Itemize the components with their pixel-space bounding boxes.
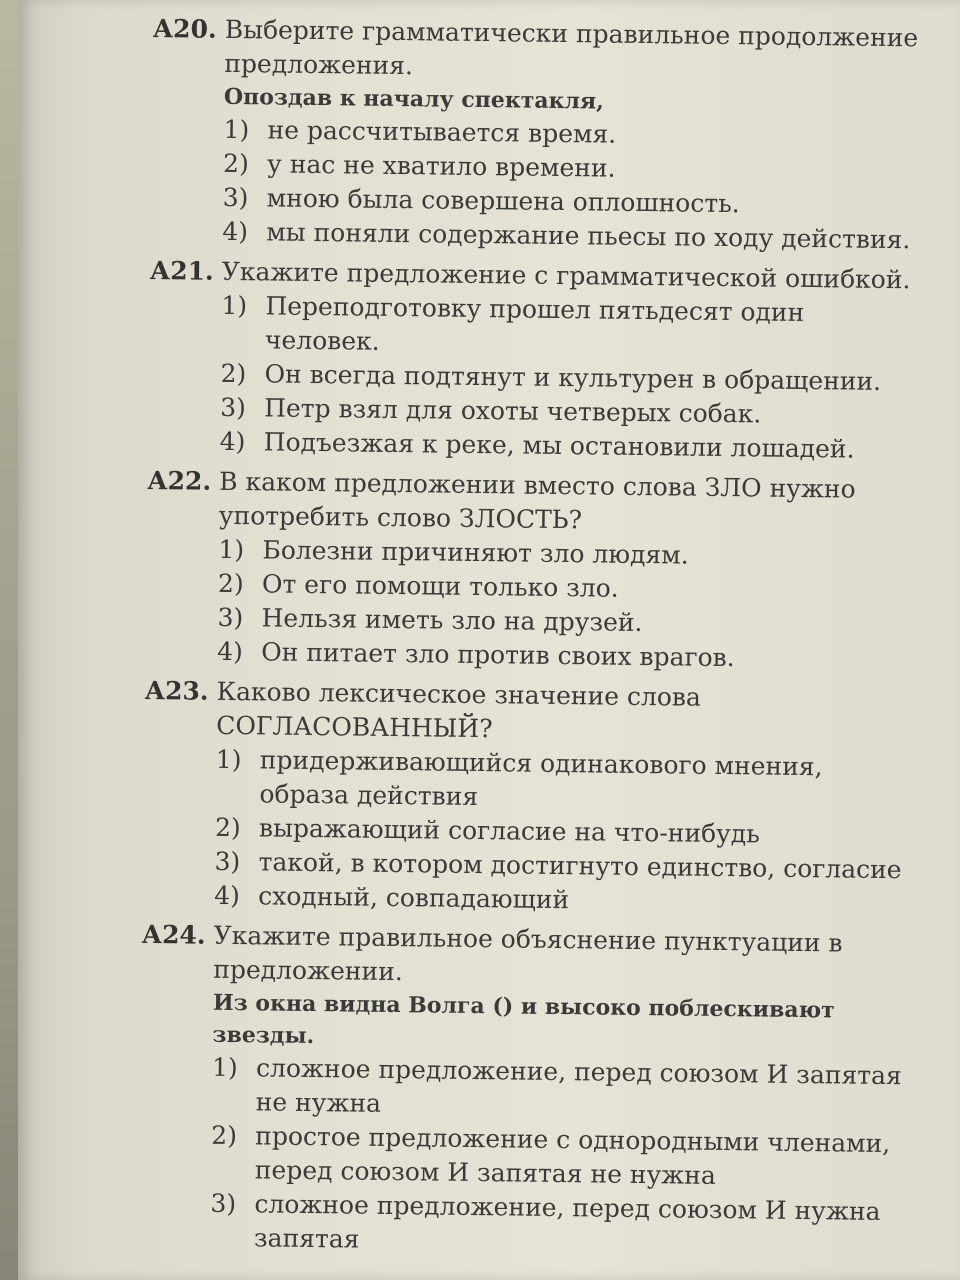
option-text: у нас не хватило времени. (266, 149, 616, 183)
option-text: Петр взял для охоты четверых собак. (263, 393, 762, 429)
option-text: Подъезжая к реке, мы остановили лошадей. (263, 427, 855, 464)
task-number: А21. (149, 255, 214, 286)
option-item (222, 215, 920, 258)
option-number: 1) (221, 290, 248, 321)
option-list (214, 743, 914, 922)
option-text: Нельзя иметь зло на друзей. (261, 603, 643, 638)
task-a22 (145, 464, 917, 677)
option-number: 3) (219, 392, 247, 423)
task-a24 (138, 918, 912, 1263)
task-question: В каком предложении вместо слова ЗЛО нужно употребить слово ЗЛОСТЬ? (218, 466, 856, 535)
task-question: Выберите грамматически правильное продолжение предложения. (224, 14, 919, 81)
task-sentence: Из окна видна Волга () и высоко поблескивают звезды. (212, 989, 835, 1050)
option-item (211, 1051, 910, 1128)
option-item (211, 1119, 910, 1196)
option-number: 1) (215, 744, 242, 775)
option-text: Он всегда подтянут и культурен в обращении. (264, 359, 882, 396)
option-number: 4) (214, 880, 241, 911)
option-number: 1) (223, 114, 250, 145)
option-text: придерживающийся одинакового мнения, образа действия (259, 745, 823, 812)
option-text: От его помощи только зло. (261, 569, 619, 603)
option-number: 2) (222, 148, 250, 179)
option-number: 2) (217, 568, 244, 599)
option-number: 4) (217, 636, 244, 667)
option-number: 2) (214, 812, 241, 843)
option-item (220, 425, 918, 468)
option-text: сходный, совпадающий (258, 881, 570, 915)
option-number: 2) (220, 358, 247, 389)
option-text: простое предложение с однородными членами, перед союзом И запятая не нужна (254, 1121, 891, 1190)
task-number: А20. (152, 13, 217, 44)
task-a23 (142, 674, 915, 921)
task-question: Укажите предложение с грамматической ошибкой. (221, 256, 911, 295)
option-number: 1) (211, 1052, 238, 1083)
task-sentence: Опоздав к началу спектакля, (223, 83, 605, 115)
option-list (222, 113, 922, 258)
option-number: 4) (222, 216, 249, 247)
option-text: Он питает зло против своих врагов. (261, 637, 735, 673)
task-question: Каково лексическое значение слова СОГЛАСОВАННЫЙ? (216, 676, 702, 744)
option-list (220, 289, 920, 468)
option-item (215, 743, 914, 820)
option-text: Переподготовку прошел пятьдесят один человек. (264, 291, 805, 356)
option-list (210, 1051, 910, 1264)
page-content (138, 12, 923, 1269)
option-text: выражающий согласие на что-нибудь (258, 813, 761, 849)
option-number: 2) (211, 1120, 238, 1151)
option-item (217, 635, 915, 678)
option-text: такой, в котором достигнуто единство, согласие (258, 847, 902, 885)
option-item (221, 289, 920, 366)
option-item (214, 879, 912, 922)
option-text: мною была совершена оплошность. (266, 183, 740, 219)
option-number: 3) (210, 1188, 237, 1219)
option-number: 1) (218, 534, 245, 565)
book-page (18, 0, 960, 1280)
task-number: А24. (141, 919, 206, 950)
option-text: мы поняли содержание пьесы по ходу действия. (266, 217, 911, 255)
option-text: Болезни причиняют зло людям. (262, 535, 689, 570)
option-list (217, 533, 917, 678)
task-question: Укажите правильное объяснение пунктуации в предложении. (213, 920, 843, 987)
task-number: А23. (144, 675, 209, 706)
option-text: не рассчитывается время. (267, 115, 617, 149)
option-item (210, 1187, 909, 1264)
task-number: А22. (147, 465, 212, 496)
option-number: 4) (219, 426, 246, 457)
task-a20 (150, 12, 923, 257)
option-number: 3) (214, 846, 241, 877)
option-text: сложное предложение, перед союзом И запятая не нужна (255, 1053, 902, 1118)
task-a21 (148, 254, 920, 467)
option-number: 3) (217, 602, 244, 633)
option-text: сложное предложение, перед союзом И нужна запятая (253, 1189, 881, 1254)
option-number: 3) (222, 182, 249, 213)
